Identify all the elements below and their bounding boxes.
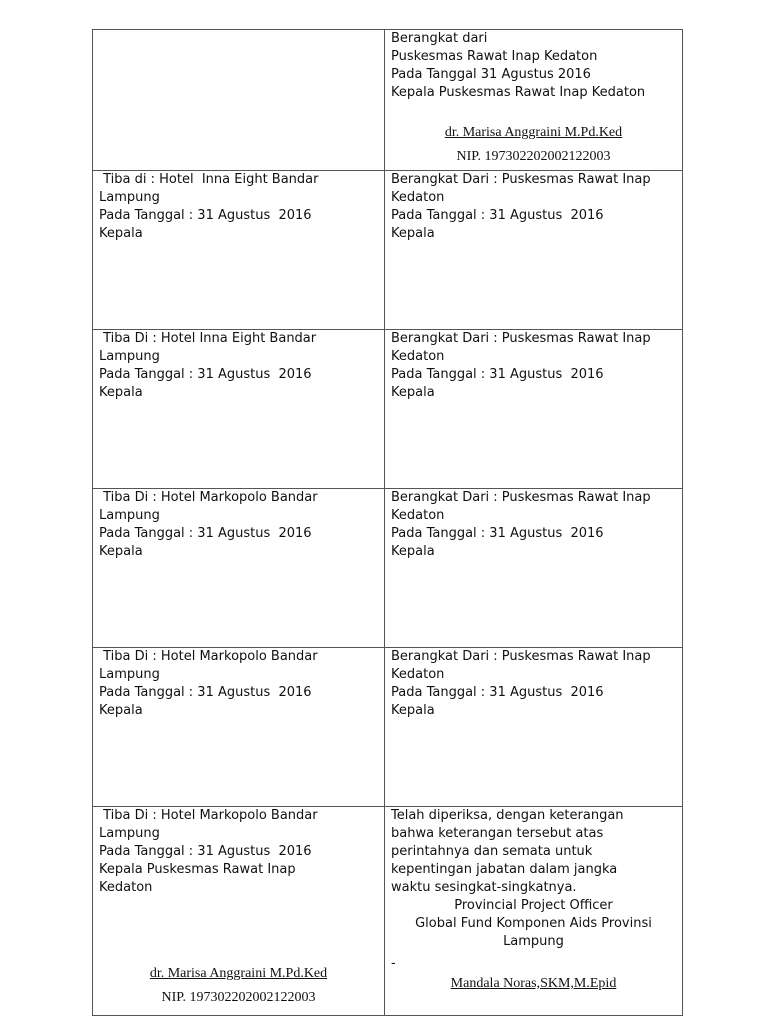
- signer-name: Mandala Noras,SKM,M.Epid: [450, 976, 617, 991]
- text-line: perintahnya dan semata untuk: [391, 844, 593, 859]
- text-line: Kepala Puskesmas Rawat Inap Kedaton: [391, 85, 646, 100]
- signer-nip: NIP. 197302202002122003: [161, 990, 316, 1005]
- signer-name: dr. Marisa Anggraini M.Pd.Ked: [444, 125, 623, 140]
- departure-cell: [385, 648, 683, 807]
- text-line: Lampung: [99, 190, 160, 205]
- text-line: Pada Tanggal : 31 Agustus 2016: [391, 208, 604, 223]
- text-line: Kepala: [99, 703, 143, 718]
- travel-document-table-page: [92, 29, 683, 1016]
- signer-nip: NIP. 197302202002122003: [456, 149, 611, 164]
- text-line: Pada Tanggal : 31 Agustus 2016: [99, 526, 312, 541]
- table-row: [93, 489, 683, 648]
- text-line: Kepala: [99, 544, 143, 559]
- officer-title: Global Fund Komponen Aids Provinsi: [415, 916, 652, 931]
- text-line: kepentingan jabatan dalam jangka: [391, 862, 618, 877]
- verification-cell: [385, 807, 683, 1016]
- table-row: [93, 30, 683, 171]
- text-line: Kepala: [99, 385, 143, 400]
- text-line: Lampung: [99, 667, 160, 682]
- arrival-cell: [93, 330, 385, 489]
- departure-cell: [385, 489, 683, 648]
- text-line: Tiba Di : Hotel Markopolo Bandar: [99, 649, 318, 664]
- text-line: Lampung: [99, 349, 160, 364]
- text-line: Kepala: [391, 385, 435, 400]
- text-line: Pada Tanggal : 31 Agustus 2016: [99, 208, 312, 223]
- signer-name: dr. Marisa Anggraini M.Pd.Ked: [149, 966, 328, 981]
- departure-cell: [385, 330, 683, 489]
- text-line: Kedaton: [391, 508, 445, 523]
- text-line: Lampung: [99, 508, 160, 523]
- text-line: Berangkat Dari : Puskesmas Rawat Inap: [391, 490, 651, 505]
- table-row: [93, 807, 683, 1016]
- text-line: Kepala: [391, 544, 435, 559]
- text-line: Pada Tanggal : 31 Agustus 2016: [391, 685, 604, 700]
- text-line: Lampung: [99, 826, 160, 841]
- text-line: Kepala: [391, 703, 435, 718]
- text-line: Kedaton: [391, 349, 445, 364]
- text-line: Berangkat Dari : Puskesmas Rawat Inap: [391, 172, 651, 187]
- text-line: Pada Tanggal : 31 Agustus 2016: [99, 367, 312, 382]
- table-row: [93, 330, 683, 489]
- table-row: [93, 171, 683, 330]
- text-line: Kepala Puskesmas Rawat Inap: [99, 862, 296, 877]
- text-line: Tiba Di : Hotel Inna Eight Bandar: [99, 331, 317, 346]
- text-line: Pada Tanggal : 31 Agustus 2016: [99, 685, 312, 700]
- text-line: Pada Tanggal : 31 Agustus 2016: [391, 367, 604, 382]
- officer-title: Lampung: [503, 934, 564, 949]
- text-line: Berangkat dari: [391, 31, 488, 46]
- text-line: Tiba Di : Hotel Markopolo Bandar: [99, 808, 318, 823]
- text-line: Kepala: [391, 226, 435, 241]
- text-line: Kepala: [99, 226, 143, 241]
- arrival-cell: [93, 171, 385, 330]
- departure-cell: [385, 171, 683, 330]
- dash-mark: -: [391, 956, 396, 971]
- empty-cell: [93, 30, 385, 171]
- text-line: Telah diperiksa, dengan keterangan: [391, 808, 624, 823]
- text-line: Kedaton: [391, 667, 445, 682]
- text-line: Puskesmas Rawat Inap Kedaton: [391, 49, 598, 64]
- text-line: bahwa keterangan tersebut atas: [391, 826, 604, 841]
- text-line: Kedaton: [391, 190, 445, 205]
- text-line: Berangkat Dari : Puskesmas Rawat Inap: [391, 649, 651, 664]
- text-line: Pada Tanggal : 31 Agustus 2016: [99, 844, 312, 859]
- arrival-cell: [93, 648, 385, 807]
- arrival-signature-cell: [93, 807, 385, 1016]
- text-line: Tiba Di : Hotel Markopolo Bandar: [99, 490, 318, 505]
- arrival-cell: [93, 489, 385, 648]
- text-line: Kedaton: [99, 880, 153, 895]
- text-line: Berangkat Dari : Puskesmas Rawat Inap: [391, 331, 651, 346]
- text-line: waktu sesingkat-singkatnya.: [391, 880, 577, 895]
- travel-stamp-table: [92, 29, 683, 1016]
- text-line: Pada Tanggal : 31 Agustus 2016: [391, 526, 604, 541]
- text-line: Tiba di : Hotel Inna Eight Bandar: [99, 172, 319, 187]
- departure-cell: [385, 30, 683, 171]
- officer-title: Provincial Project Officer: [454, 898, 613, 913]
- table-row: [93, 648, 683, 807]
- text-line: Pada Tanggal 31 Agustus 2016: [391, 67, 591, 82]
